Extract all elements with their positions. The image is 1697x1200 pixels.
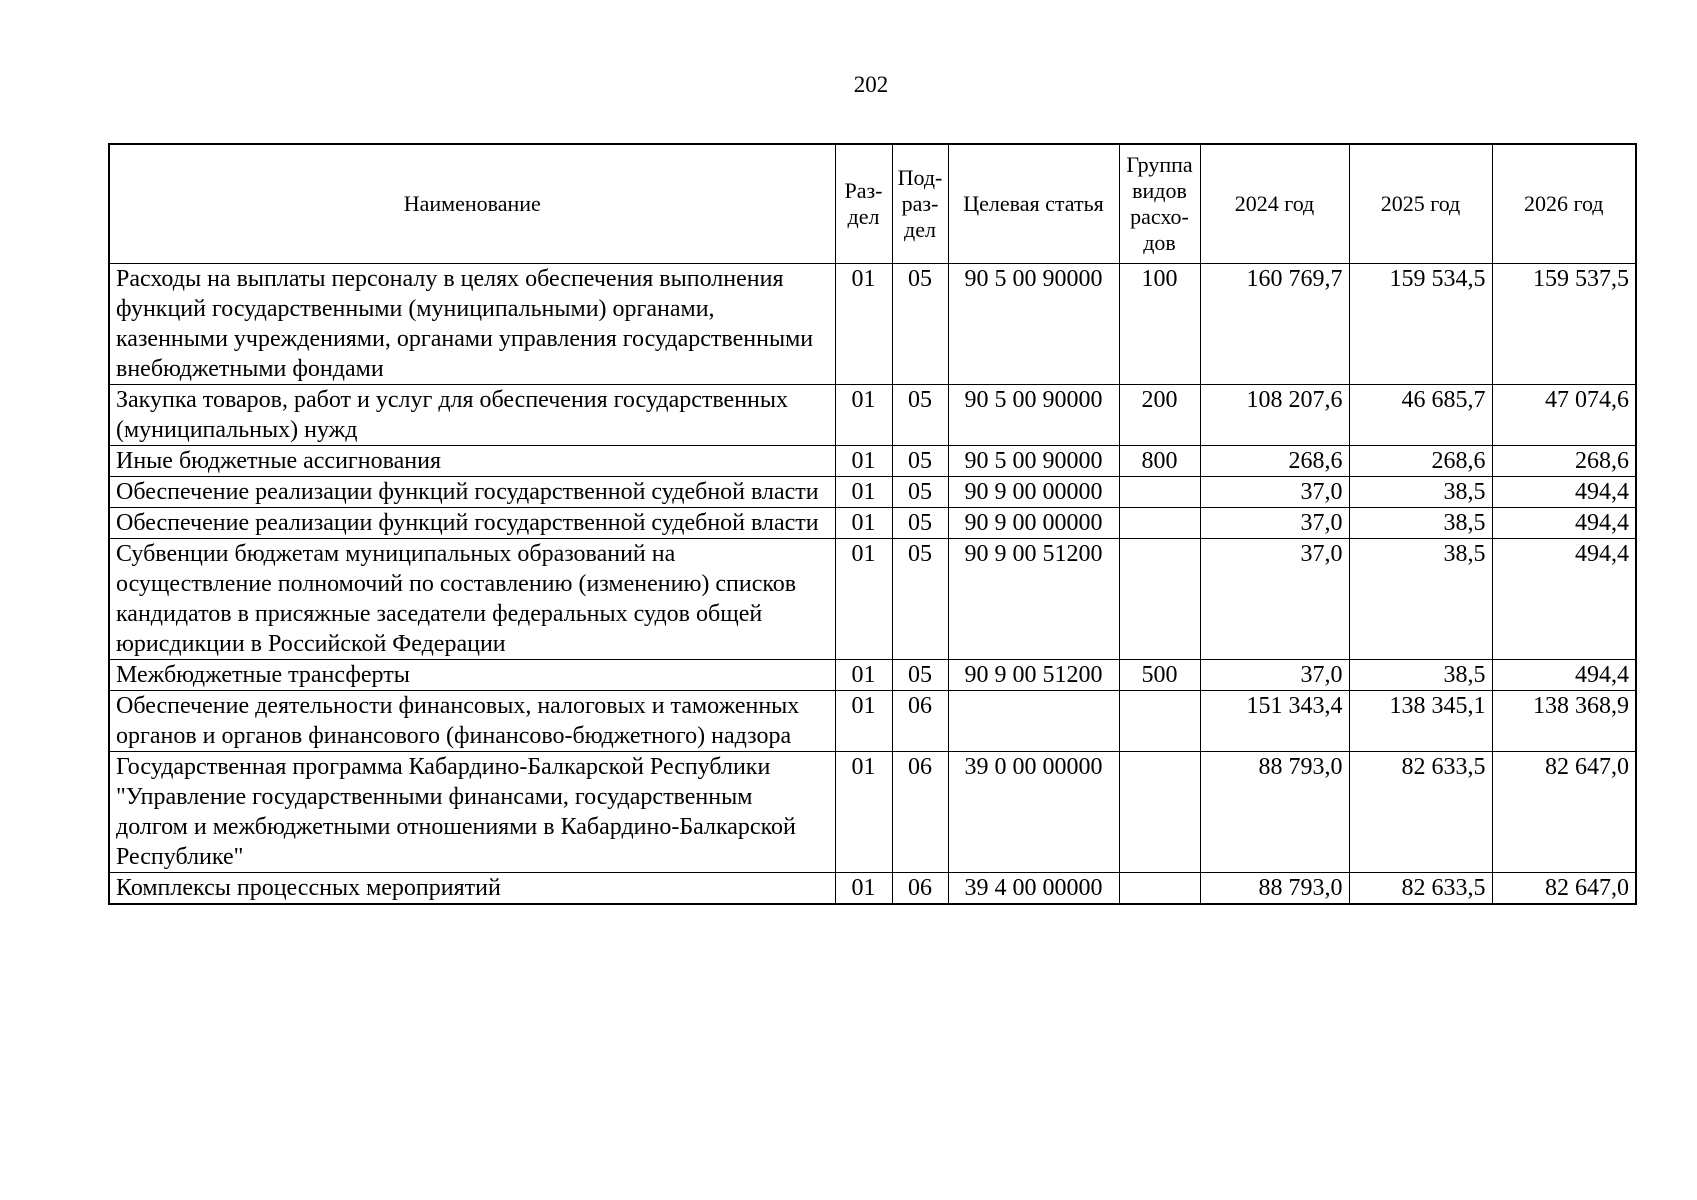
row-2024: 108 207,6 [1200, 385, 1349, 446]
row-section: 01 [835, 508, 892, 539]
row-section: 01 [835, 660, 892, 691]
row-2026: 82 647,0 [1492, 873, 1636, 905]
row-name: Обеспечение реализации функций государственной судебной власти [109, 508, 835, 539]
row-group [1119, 539, 1200, 660]
table-row [109, 508, 1636, 539]
row-section: 01 [835, 446, 892, 477]
row-2024: 160 769,7 [1200, 264, 1349, 385]
row-2026: 47 074,6 [1492, 385, 1636, 446]
row-2025: 138 345,1 [1349, 691, 1492, 752]
header-2025: 2025 год [1349, 144, 1492, 264]
row-name: Иные бюджетные ассигнования [109, 446, 835, 477]
row-section: 01 [835, 539, 892, 660]
row-group [1119, 691, 1200, 752]
header-target: Целевая статья [948, 144, 1119, 264]
row-2024: 88 793,0 [1200, 752, 1349, 873]
row-2026: 82 647,0 [1492, 752, 1636, 873]
header-section: Раз- дел [835, 144, 892, 264]
row-2025: 46 685,7 [1349, 385, 1492, 446]
row-section: 01 [835, 691, 892, 752]
header-row [109, 144, 1636, 264]
header-group: Группа видов расхо- дов [1119, 144, 1200, 264]
table-row [109, 264, 1636, 385]
row-subsection: 05 [892, 477, 948, 508]
row-name: Закупка товаров, работ и услуг для обеспечения государственных (муниципальных) нужд [109, 385, 835, 446]
table-row [109, 691, 1636, 752]
row-subsection: 05 [892, 539, 948, 660]
row-2024: 37,0 [1200, 539, 1349, 660]
row-2026: 494,4 [1492, 477, 1636, 508]
row-target [948, 691, 1119, 752]
row-2024: 37,0 [1200, 477, 1349, 508]
row-section: 01 [835, 873, 892, 905]
row-name: Обеспечение реализации функций государственной судебной власти [109, 477, 835, 508]
row-2026: 494,4 [1492, 508, 1636, 539]
row-2024: 37,0 [1200, 508, 1349, 539]
table-row [109, 446, 1636, 477]
header-subsection: Под- раз- дел [892, 144, 948, 264]
row-2026: 268,6 [1492, 446, 1636, 477]
budget-table [108, 143, 1637, 905]
row-target: 90 9 00 00000 [948, 477, 1119, 508]
row-subsection: 05 [892, 446, 948, 477]
row-name: Государственная программа Кабардино-Балкарской Республики "Управление государственными финансами, государственным долгом и межбюджетными отношениями в Кабардино-Балкарской Республике" [109, 752, 835, 873]
row-2026: 494,4 [1492, 660, 1636, 691]
row-target: 90 5 00 90000 [948, 385, 1119, 446]
row-name: Комплексы процессных мероприятий [109, 873, 835, 905]
table-row [109, 873, 1636, 905]
row-2024: 268,6 [1200, 446, 1349, 477]
row-subsection: 05 [892, 508, 948, 539]
row-group: 200 [1119, 385, 1200, 446]
row-2025: 82 633,5 [1349, 873, 1492, 905]
row-2026: 159 537,5 [1492, 264, 1636, 385]
row-2024: 88 793,0 [1200, 873, 1349, 905]
row-group: 500 [1119, 660, 1200, 691]
row-2025: 38,5 [1349, 660, 1492, 691]
page-number: 202 [853, 72, 889, 97]
row-2024: 151 343,4 [1200, 691, 1349, 752]
row-2025: 268,6 [1349, 446, 1492, 477]
row-name: Субвенции бюджетам муниципальных образований на осуществление полномочий по составлению (изменению) списков кандидатов в присяжные заседатели федеральных судов общей юрисдикции в Российской Федерации [109, 539, 835, 660]
row-2026: 494,4 [1492, 539, 1636, 660]
table-row [109, 385, 1636, 446]
row-name: Расходы на выплаты персоналу в целях обеспечения выполнения функций государственными (муниципальными) органами, казенными учреждениями, органами управления государственными внебюджетными фондами [109, 264, 835, 385]
row-group [1119, 873, 1200, 905]
row-target: 39 4 00 00000 [948, 873, 1119, 905]
header-name: Наименование [109, 144, 835, 264]
row-group: 800 [1119, 446, 1200, 477]
row-name: Межбюджетные трансферты [109, 660, 835, 691]
row-group [1119, 477, 1200, 508]
table-row [109, 752, 1636, 873]
row-target: 90 9 00 51200 [948, 539, 1119, 660]
header-2026: 2026 год [1492, 144, 1636, 264]
row-subsection: 06 [892, 691, 948, 752]
row-subsection: 06 [892, 752, 948, 873]
row-2025: 38,5 [1349, 508, 1492, 539]
row-target: 90 9 00 00000 [948, 508, 1119, 539]
table-row [109, 477, 1636, 508]
row-2024: 37,0 [1200, 660, 1349, 691]
row-group [1119, 508, 1200, 539]
row-2026: 138 368,9 [1492, 691, 1636, 752]
row-section: 01 [835, 477, 892, 508]
row-2025: 159 534,5 [1349, 264, 1492, 385]
table-row [109, 660, 1636, 691]
row-subsection: 05 [892, 264, 948, 385]
row-2025: 38,5 [1349, 539, 1492, 660]
row-target: 90 5 00 90000 [948, 446, 1119, 477]
row-target: 90 9 00 51200 [948, 660, 1119, 691]
table-row [109, 539, 1636, 660]
row-group: 100 [1119, 264, 1200, 385]
row-group [1119, 752, 1200, 873]
row-section: 01 [835, 264, 892, 385]
row-subsection: 06 [892, 873, 948, 905]
row-name: Обеспечение деятельности финансовых, налоговых и таможенных органов и органов финансового (финансово-бюджетного) надзора [109, 691, 835, 752]
row-2025: 82 633,5 [1349, 752, 1492, 873]
row-section: 01 [835, 752, 892, 873]
row-subsection: 05 [892, 660, 948, 691]
header-2024: 2024 год [1200, 144, 1349, 264]
row-section: 01 [835, 385, 892, 446]
row-target: 39 0 00 00000 [948, 752, 1119, 873]
row-subsection: 05 [892, 385, 948, 446]
row-target: 90 5 00 90000 [948, 264, 1119, 385]
row-2025: 38,5 [1349, 477, 1492, 508]
